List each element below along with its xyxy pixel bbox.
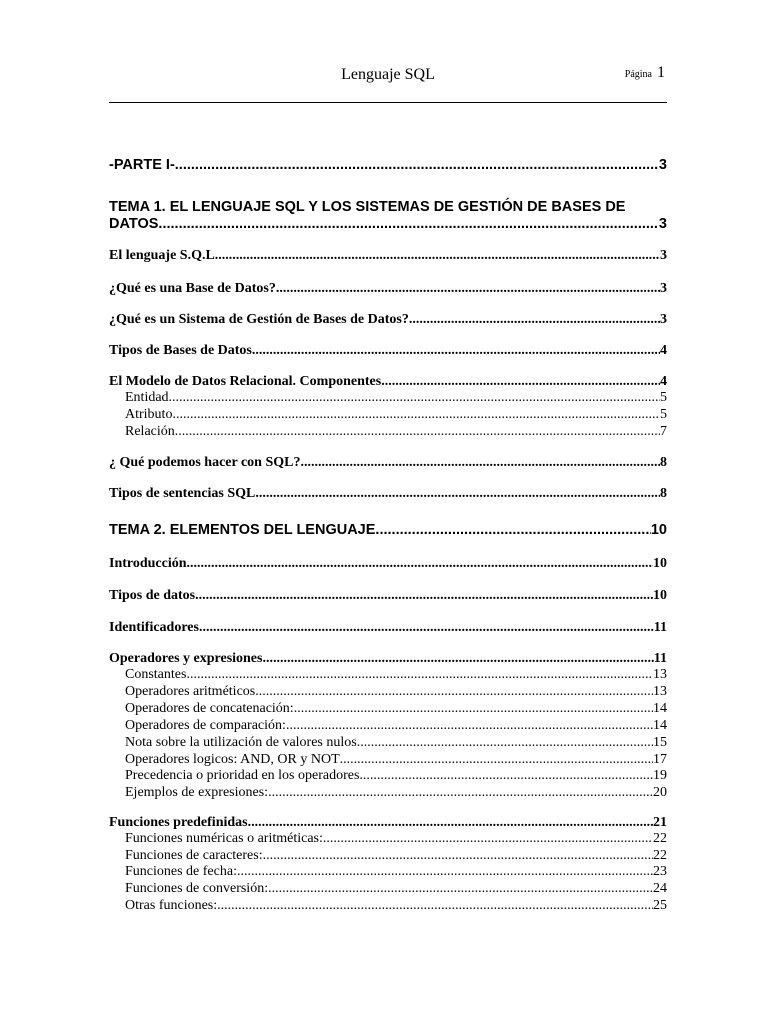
dot-leader xyxy=(175,424,660,440)
toc-entry-label: Tipos de sentencias SQL xyxy=(109,486,256,501)
dot-leader xyxy=(300,455,660,471)
dot-leader xyxy=(359,768,653,784)
dot-leader xyxy=(195,588,653,604)
toc-entry-page: 3 xyxy=(660,281,667,296)
toc-entry-label: Funciones numéricas o aritméticas: xyxy=(125,831,323,846)
dot-leader xyxy=(252,343,660,359)
toc-entry-label: El lenguaje S.Q.L xyxy=(109,248,215,263)
toc-entry[interactable] xyxy=(109,374,667,390)
dot-leader xyxy=(237,864,653,880)
dot-leader xyxy=(286,718,653,734)
dot-leader xyxy=(268,785,653,801)
page-number: 1 xyxy=(657,64,665,81)
toc-subentry[interactable] xyxy=(109,424,667,440)
dot-leader xyxy=(255,486,660,502)
toc-entry-page: 5 xyxy=(660,390,667,405)
toc-entry-label: Nota sobre la utilización de valores nulos xyxy=(125,735,357,750)
toc-entry-label: El Modelo de Datos Relacional. Componentes. xyxy=(109,374,385,389)
dot-leader xyxy=(385,374,660,390)
toc-subentry[interactable] xyxy=(109,407,667,423)
toc-subentry[interactable] xyxy=(109,768,667,784)
dot-leader xyxy=(294,701,653,717)
toc-entry[interactable] xyxy=(109,248,667,264)
toc-entry-label: ¿Qué es un Sistema de Gestión de Bases de Datos? xyxy=(109,312,409,327)
toc-entry-label: -PARTE I- xyxy=(109,157,175,173)
toc-subentry[interactable] xyxy=(109,898,667,914)
dot-leader xyxy=(169,390,660,406)
toc-entry-label: ¿ Qué podemos hacer con SQL? xyxy=(109,455,301,470)
toc-entry-label: Funciones de caracteres: xyxy=(125,848,263,863)
toc-entry-page: 10 xyxy=(653,556,667,571)
toc-subentry[interactable] xyxy=(109,718,667,734)
toc-entry-label: Operadores y expresiones xyxy=(109,651,263,666)
toc-entry-label: DATOS xyxy=(109,216,159,232)
dot-leader xyxy=(323,831,653,847)
toc-entry-label: TEMA 2. ELEMENTOS DEL LENGUAJE xyxy=(109,522,376,538)
dot-leader xyxy=(186,667,653,683)
toc-entry-label: Precedencia o prioridad en los operadores xyxy=(125,768,360,783)
toc-entry-label: Introducción xyxy=(109,556,187,571)
toc-entry-parte[interactable] xyxy=(109,157,667,173)
toc-entry-page: 14 xyxy=(653,718,667,733)
dot-leader xyxy=(199,620,654,636)
toc-entry-page: 10 xyxy=(653,588,667,603)
toc-subentry[interactable] xyxy=(109,684,667,700)
toc-entry-page: 3 xyxy=(660,248,667,263)
toc-entry-label: Ejemplos de expresiones: xyxy=(125,785,269,800)
toc-entry[interactable] xyxy=(109,486,667,502)
toc-entry-page: 14 xyxy=(653,701,667,716)
toc-entry-page: 13 xyxy=(653,684,667,699)
toc-entry-label: Operadores de comparación: xyxy=(125,718,286,733)
toc-entry[interactable] xyxy=(109,455,667,471)
toc-entry-page: 8 xyxy=(660,455,667,470)
toc-entry-page: 24 xyxy=(653,881,667,896)
toc-subentry[interactable] xyxy=(109,831,667,847)
toc-entry-label: Tipos de datos xyxy=(109,588,196,603)
toc-entry-page: 4 xyxy=(660,343,667,358)
toc-entry-page: 10 xyxy=(650,522,667,538)
toc-entry-label: Constantes xyxy=(125,667,187,682)
toc-entry-page: 23 xyxy=(653,864,667,879)
toc-entry[interactable] xyxy=(109,556,667,572)
dot-leader xyxy=(357,735,653,751)
toc-entry-label: Relación xyxy=(125,424,175,439)
dot-leader xyxy=(409,312,660,328)
toc-entry-label: Operadores aritméticos xyxy=(125,684,256,699)
dot-leader xyxy=(172,407,660,423)
toc-entry-page: 8 xyxy=(660,486,667,501)
toc-entry[interactable] xyxy=(109,651,667,667)
toc-entry-label: Operadores de concatenación: xyxy=(125,701,294,716)
toc-subentry[interactable] xyxy=(109,848,667,864)
toc-entry-label: Funciones predefinidas xyxy=(109,815,248,830)
toc-entry-label: Identificadores xyxy=(109,620,199,635)
toc-entry-label: Tipos de Bases de Datos xyxy=(109,343,252,358)
toc-entry-page: 15 xyxy=(653,735,667,750)
dot-leader xyxy=(263,848,653,864)
header-divider xyxy=(109,102,667,103)
dot-leader xyxy=(268,881,653,897)
toc-subentry[interactable] xyxy=(109,785,667,801)
toc-subentry[interactable] xyxy=(109,667,667,683)
toc-entry-label: Funciones de conversión: xyxy=(125,881,269,896)
toc-entry-label: Atributo xyxy=(125,407,173,422)
toc-entry-tema2[interactable] xyxy=(109,522,667,538)
toc-subentry[interactable] xyxy=(109,390,667,406)
page-label: Página xyxy=(624,69,652,80)
toc-entry-page: 4 xyxy=(660,374,667,389)
toc-entry[interactable] xyxy=(109,588,667,604)
toc-entry-page: 22 xyxy=(653,831,667,846)
dot-leader xyxy=(215,248,660,264)
toc-entry-label: Otras funciones: xyxy=(125,898,218,913)
toc-entry-page: 17 xyxy=(653,752,667,767)
toc-entry-tema1[interactable] xyxy=(109,216,667,232)
dot-leader xyxy=(276,281,660,297)
toc-entry-page: 11 xyxy=(653,651,667,666)
toc-entry[interactable] xyxy=(109,620,667,636)
page-number-indicator xyxy=(625,64,665,82)
toc-subentry[interactable] xyxy=(109,881,667,897)
toc-entry[interactable] xyxy=(109,281,667,297)
toc-entry-page: 3 xyxy=(658,216,667,232)
toc-entry-page: 7 xyxy=(660,424,667,439)
toc-entry-label: Funciones de fecha: xyxy=(125,864,237,879)
dot-leader xyxy=(248,815,653,831)
dot-leader xyxy=(255,684,653,700)
toc-subentry[interactable] xyxy=(109,752,667,768)
toc-entry-label: Entidad xyxy=(125,390,169,405)
page-header xyxy=(109,64,667,90)
dot-leader xyxy=(187,556,653,572)
toc-entry-page: 3 xyxy=(660,312,667,327)
dot-leader xyxy=(375,522,650,538)
toc-subentry[interactable] xyxy=(109,701,667,717)
toc-entry-page: 11 xyxy=(653,620,667,635)
toc-entry-page: 5 xyxy=(660,407,667,422)
toc-entry-tema1-line1[interactable]: TEMA 1. EL LENGUAJE SQL Y LOS SISTEMAS DE GESTIÓN DE BASES DE xyxy=(109,199,626,215)
toc-entry-page: 20 xyxy=(653,785,667,800)
toc-entry-label: Operadores logicos: AND, OR y NOT xyxy=(125,752,340,767)
toc-entry-page: 25 xyxy=(653,898,667,913)
toc-entry[interactable] xyxy=(109,815,667,831)
dot-leader xyxy=(340,752,653,768)
toc-entry[interactable] xyxy=(109,343,667,359)
toc-subentry[interactable] xyxy=(109,864,667,880)
dot-leader xyxy=(175,157,659,173)
document-title: Lenguaje SQL xyxy=(341,66,435,83)
toc-entry-page: 22 xyxy=(653,848,667,863)
toc-entry-label: ¿Qué es una Base de Datos? xyxy=(109,281,276,296)
toc-subentry[interactable] xyxy=(109,735,667,751)
toc-entry-page: 21 xyxy=(653,815,667,830)
dot-leader xyxy=(158,216,659,232)
toc-entry-page: 19 xyxy=(653,768,667,783)
toc-entry-page: 13 xyxy=(653,667,667,682)
dot-leader xyxy=(262,651,653,667)
toc-entry-page: 3 xyxy=(658,157,667,173)
toc-entry[interactable] xyxy=(109,312,667,328)
dot-leader xyxy=(217,898,653,914)
